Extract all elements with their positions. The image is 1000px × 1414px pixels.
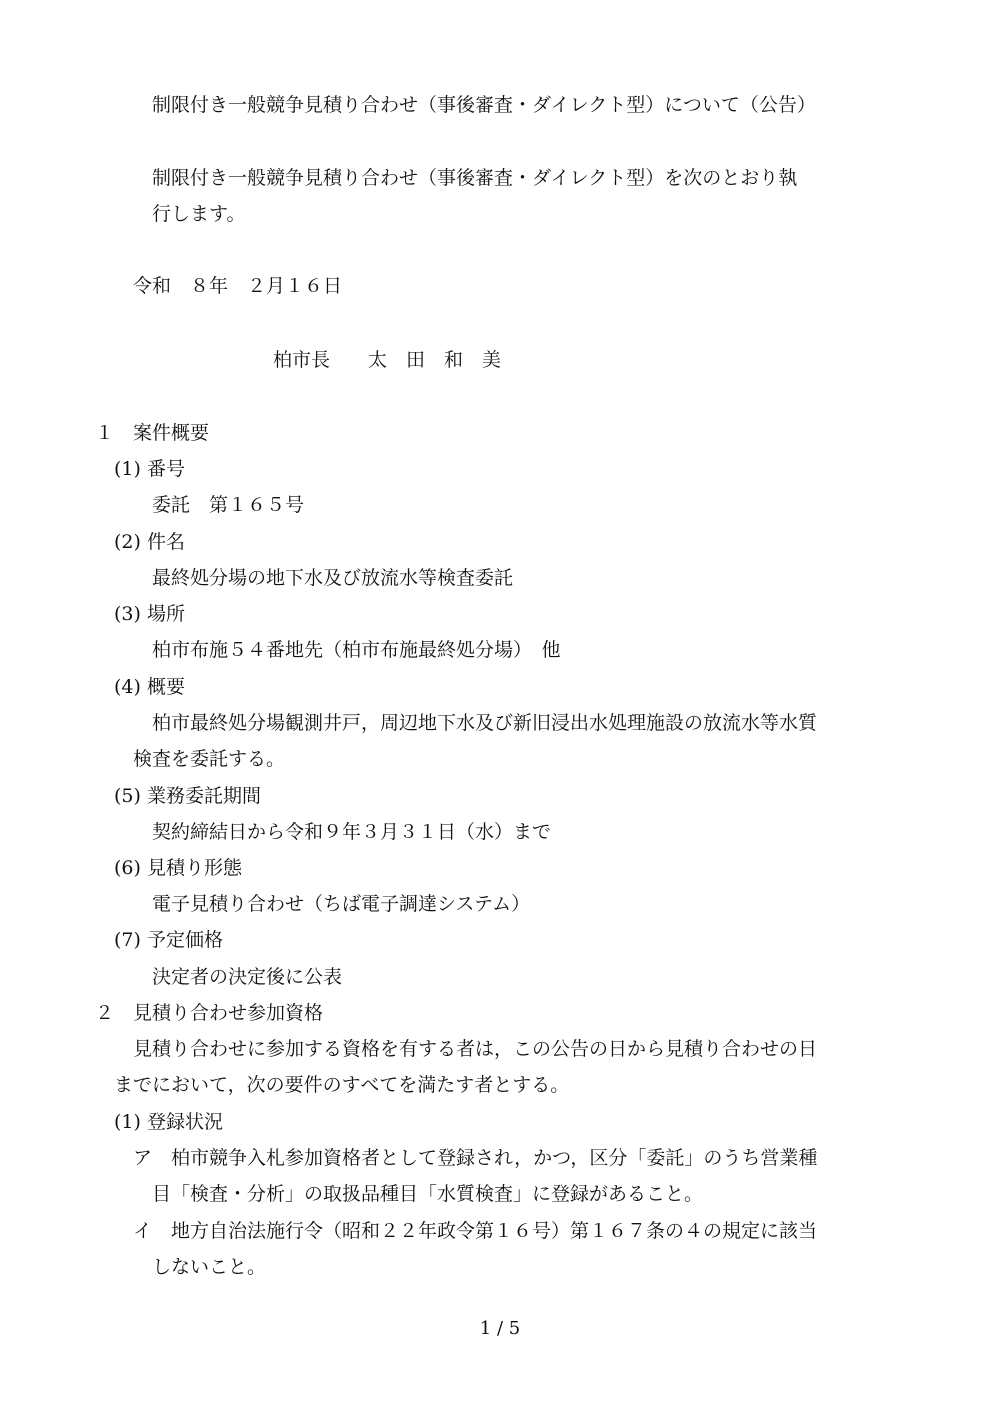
item-7-label: (7) 予定価格: [114, 929, 223, 951]
requirement-a-line-2: 目「検査・分析」の取扱品種目「水質検査」に登録があること。: [152, 1183, 704, 1205]
section-2-intro-line-1: 見積り合わせに参加する資格を有する者は，この公告の日から見積り合わせの日: [133, 1038, 818, 1060]
item-3-value: 柏市布施５４番地先（柏市布施最終処分場） 他: [152, 639, 561, 661]
page-number: 1 / 5: [479, 1318, 521, 1339]
intro-text-line-2: 行します。: [152, 203, 246, 225]
item-7-value: 決定者の決定後に公表: [152, 966, 343, 988]
requirement-b-line-1: イ 地方自治法施行令（昭和２２年政令第１６号）第１６７条の４の規定に該当: [133, 1220, 818, 1242]
item-4-value-line-2: 検査を委託する。: [133, 748, 286, 770]
section-2-heading: ２ 見積り合わせ参加資格: [95, 1002, 324, 1024]
item-2-value: 最終処分場の地下水及び放流水等検査委託: [152, 567, 514, 589]
section-1-heading: １ 案件概要: [95, 422, 210, 444]
notice-title: 制限付き一般競争見積り合わせ（事後審査・ダイレクト型）について（公告）: [152, 94, 816, 116]
notice-date: 令和 ８年 ２月１６日: [133, 275, 343, 297]
item-3-label: (3) 場所: [114, 603, 185, 625]
item-2-label: (2) 件名: [114, 531, 185, 553]
item-6-label: (6) 見積り形態: [114, 857, 242, 879]
requirement-b-line-2: しないこと。: [152, 1256, 267, 1278]
item-1-value: 委託 第１６５号: [152, 494, 305, 516]
item-4-label: (4) 概要: [114, 676, 185, 698]
item-4-value-line-1: 柏市最終処分場観測井戸，周辺地下水及び新旧浸出水処理施設の放流水等水質: [152, 712, 818, 734]
section-2-intro-line-2: までにおいて，次の要件のすべてを満たす者とする。: [114, 1074, 570, 1096]
item-6-value: 電子見積り合わせ（ちば電子調達システム）: [152, 893, 531, 915]
item-1-label: (1) 番号: [114, 458, 185, 480]
requirement-a-line-1: ア 柏市競争入札参加資格者として登録され，かつ，区分「委託」のうち営業種: [133, 1147, 818, 1169]
item-5-value: 契約締結日から令和９年３月３１日（水）まで: [152, 821, 552, 843]
intro-text-line-1: 制限付き一般競争見積り合わせ（事後審査・ダイレクト型）を次のとおり執: [152, 167, 798, 189]
registration-status-heading: (1) 登録状況: [114, 1111, 223, 1133]
item-5-label: (5) 業務委託期間: [114, 785, 261, 807]
issuer-name: 柏市長 太 田 和 美: [273, 349, 502, 371]
